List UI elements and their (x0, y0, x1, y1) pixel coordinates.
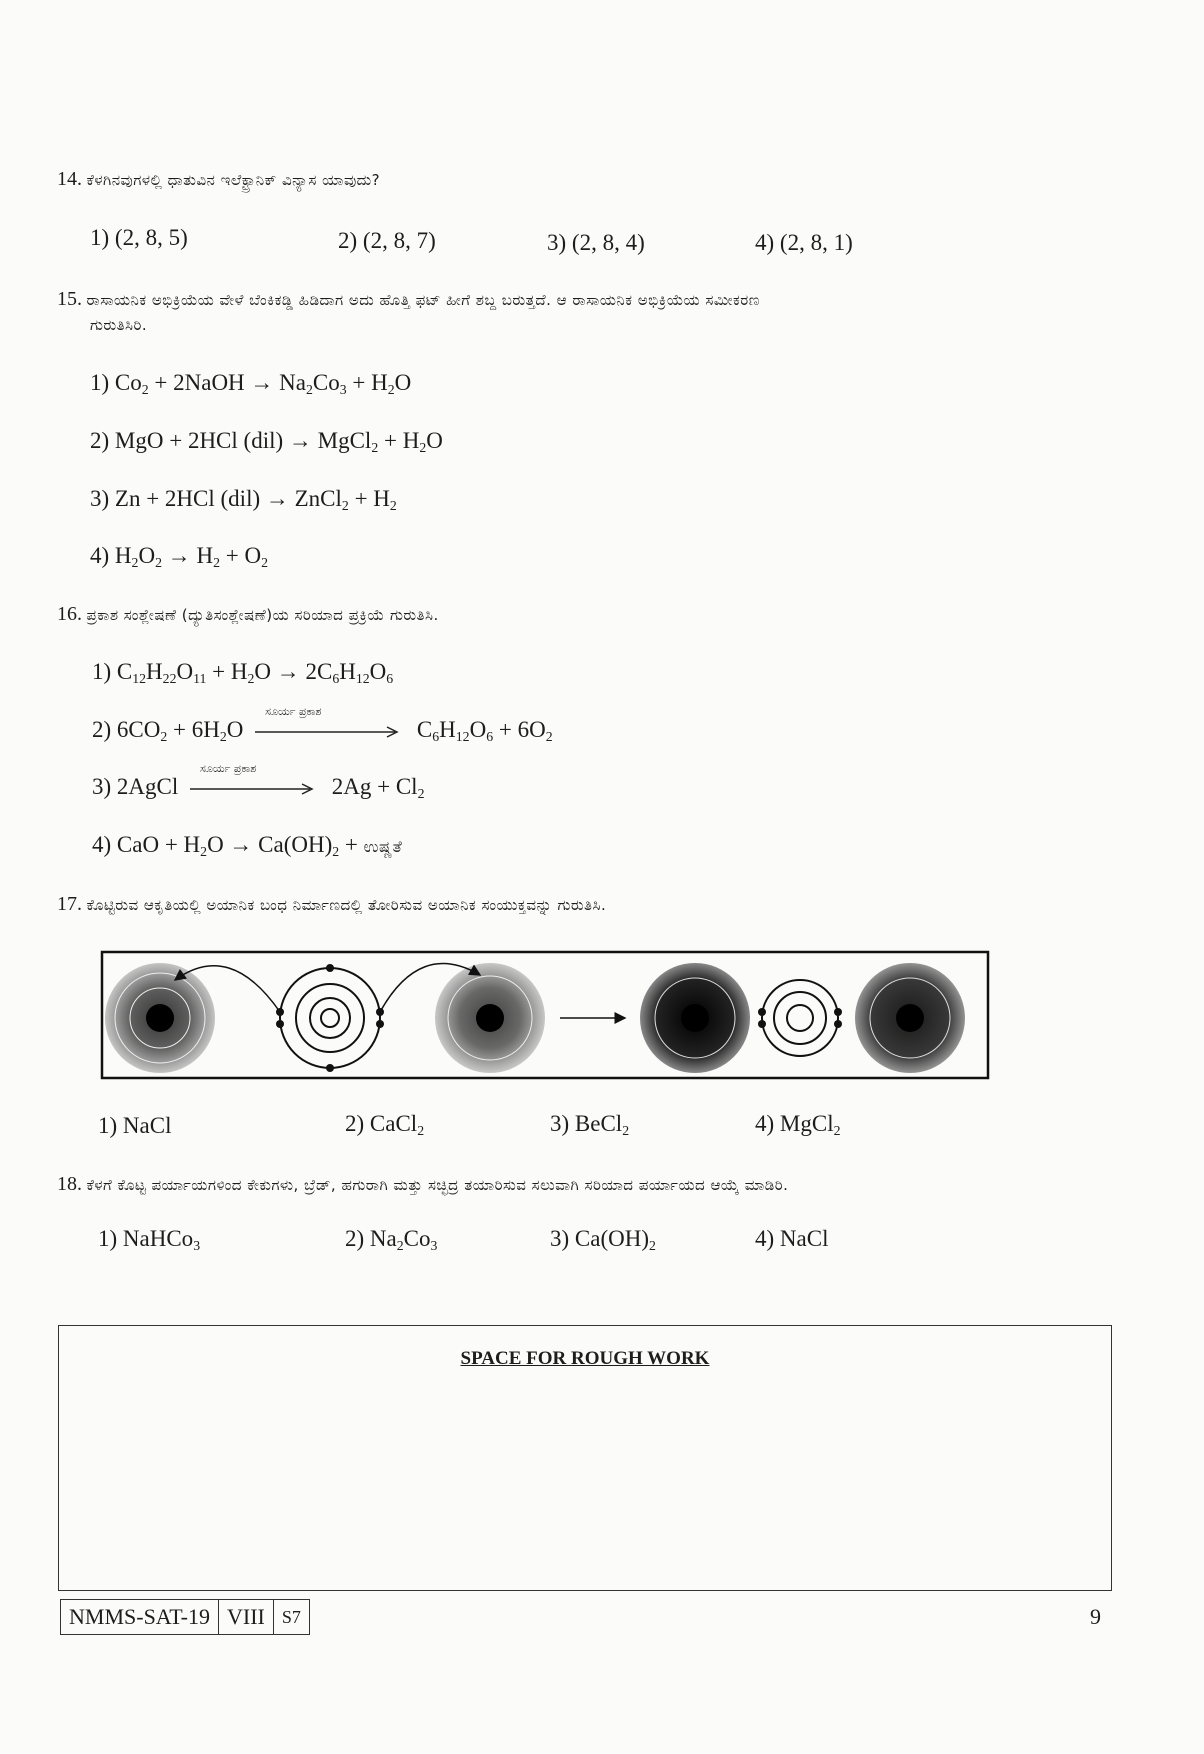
q14-number: 14. (57, 168, 82, 190)
q17-option-3-label: 3) BeCl (550, 1111, 623, 1136)
q16-text: ಪ್ರಕಾಶ ಸಂಶ್ಲೇಷಣೆ (ದ್ಯುತಿಸಂಶ್ಲೇಷಣೆ)ಯ ಸರಿಯಾದ ಪ್ರಕ್ರಿಯೆ ಗುರುತಿಸಿ. (86, 606, 439, 624)
q14-stem (57, 168, 380, 191)
q17-number: 17. (57, 893, 82, 915)
q17-option-3-sub: 2 (622, 1123, 630, 1139)
q17-option-2-sub: 2 (417, 1123, 425, 1139)
q16-option-4[interactable]: 4) CaO + $H_2O \to Ca(OH)_2$ + ಉಷ್ಣತೆ (92, 832, 403, 860)
q17-option-4[interactable] (755, 1111, 841, 1137)
q17-option-3[interactable] (550, 1111, 629, 1137)
ion-chloride-left (640, 963, 750, 1073)
q18-option-3[interactable]: 3) $Ca(OH)_2$ (550, 1226, 656, 1254)
q18-option-1[interactable]: 1) NaHCo$_3$ (98, 1226, 201, 1254)
q18-number: 18. (57, 1173, 82, 1195)
q18-stem (57, 1173, 788, 1196)
sunlight-arrow (255, 704, 405, 745)
q17-option-1-label: 1) NaCl (98, 1113, 172, 1138)
q18-option-4[interactable]: 4) NaCl (755, 1226, 829, 1251)
rough-work-box (58, 1325, 1112, 1591)
q15-number: 15. (57, 288, 82, 310)
q15-option-2[interactable]: 2) MgO + 2HCl (dil) → MgCl$_2$ + $H_2O$ (90, 428, 443, 456)
q17-text: ಕೊಟ್ಟಿರುವ ಆಕೃತಿಯಲ್ಲಿ ಅಯಾನಿಕ ಬಂಧ ನಿರ್ಮಾಣದಲ್ಲಿ ತೋರಿಸುವ ಅಯಾನಿಕ ಸಂಯುಕ್ತವನ್ನು ಗುರುತಿಸಿ. (86, 896, 607, 914)
q17-option-4-sub: 2 (833, 1123, 841, 1139)
atom-metal (276, 964, 384, 1072)
atom-chlorine-right (435, 963, 545, 1073)
q15-option-3[interactable]: 3) Zn + 2HCl (dil) → ZnCl$_2$ + $H_2$ (90, 486, 397, 514)
q17-stem (57, 893, 606, 916)
q15-text-line1: ರಾಸಾಯನಿಕ ಅಭಿಕ್ರಿಯೆಯ ವೇಳೆ ಬೆಂಕಿಕಡ್ಡಿ ಹಿಡಿದಾಗ ಅದು ಹೊತ್ತಿ ಫಟ್ ಹೀಗೆ ಶಬ್ದ ಬರುತ್ತದೆ. ಆ ರಾಸಾಯನಿಕ ಅಭಿಕ್ರಿಯೆಯ ಸಮೀಕರಣ (86, 291, 760, 309)
q14-option-2[interactable]: 2) (2, 8, 7) (338, 228, 436, 253)
q16-option-1[interactable]: 1) $C_{12}H_{22}O_{11} + H_2O \to 2C_6H_{12}O_6$ (92, 659, 394, 687)
paper-code (60, 1599, 310, 1635)
reaction-arrow-icon (255, 725, 405, 739)
q16-option-2[interactable]: 2) $6CO_2 + 6H_2O$ ಸೂರ್ಯ ಪ್ರಕಾಶ $C_6H_{12}O_6 + 6O_2$ (92, 704, 553, 745)
q18-option-2[interactable]: 2) $Na_2Co_3$ (345, 1226, 438, 1254)
q14-option-4[interactable]: 4) (2, 8, 1) (755, 230, 853, 255)
paper-code-exam: NMMS-SAT-19 (61, 1600, 219, 1634)
paper-code-class: VIII (219, 1600, 274, 1634)
sunlight-arrow-2 (190, 761, 320, 802)
sunlight-label-2: ಸೂರ್ಯ ಪ್ರಕಾಶ (200, 761, 257, 775)
q17-option-2[interactable] (345, 1111, 424, 1137)
ion-metal (758, 980, 842, 1056)
q14-option-1[interactable]: 1) (2, 8, 5) (90, 225, 188, 250)
q16-option-3[interactable]: 3) 2AgCl ಸೂರ್ಯ ಪ್ರಕಾಶ $2Ag + Cl_2$ (92, 761, 425, 802)
q15-option-1[interactable]: 1) $Co_2$ + 2NaOH → $Na_2Co_3 + H_2O$ (90, 370, 412, 398)
q16-stem (57, 603, 439, 626)
ionic-bond-diagram (100, 950, 990, 1080)
q17-option-1[interactable] (98, 1113, 171, 1139)
q15-option-4[interactable]: 4) $H_2O_2 \to H_2 + O_2$ (90, 543, 268, 571)
heat-word: ಉಷ್ಣತೆ (363, 837, 403, 856)
q15-text-line2: ಗುರುತಿಸಿರಿ. (90, 316, 148, 334)
atom-chlorine-left (105, 963, 215, 1073)
q17-option-4-label: 4) MgCl (755, 1111, 834, 1136)
sunlight-label: ಸೂರ್ಯ ಪ್ರಕಾಶ (265, 704, 322, 718)
q17-option-2-label: 2) CaCl (345, 1111, 418, 1136)
page-number: 9 (1090, 1604, 1101, 1629)
reaction-arrow-icon (190, 782, 320, 796)
q14-text: ಕೆಳಗಿನವುಗಳಲ್ಲಿ ಧಾತುವಿನ ಇಲೆಕ್ಟ್ರಾನಿಕ್ ವಿನ್ಯಾಸ ಯಾವುದು? (86, 171, 381, 189)
q16-number: 16. (57, 603, 82, 625)
q14-option-3[interactable]: 3) (2, 8, 4) (547, 230, 645, 255)
rough-work-title: SPACE FOR ROUGH WORK (460, 1348, 710, 1369)
paper-code-set: S7 (281, 1607, 301, 1627)
q15-stem (57, 288, 760, 311)
ion-chloride-right (855, 963, 965, 1073)
q18-text: ಕೆಳಗೆ ಕೊಟ್ಟ ಪರ್ಯಾಯಗಳಿಂದ ಕೇಕುಗಳು, ಬ್ರೆಡ್, ಹಗುರಾಗಿ ಮತ್ತು ಸಚ್ಛಿದ್ರ ತಯಾರಿಸುವ ಸಲುವಾಗಿ ಸರಿಯಾದ ಪರ್ಯಾಯದ ಆಯ್ಕೆ ಮಾಡಿರಿ. (86, 1176, 789, 1194)
